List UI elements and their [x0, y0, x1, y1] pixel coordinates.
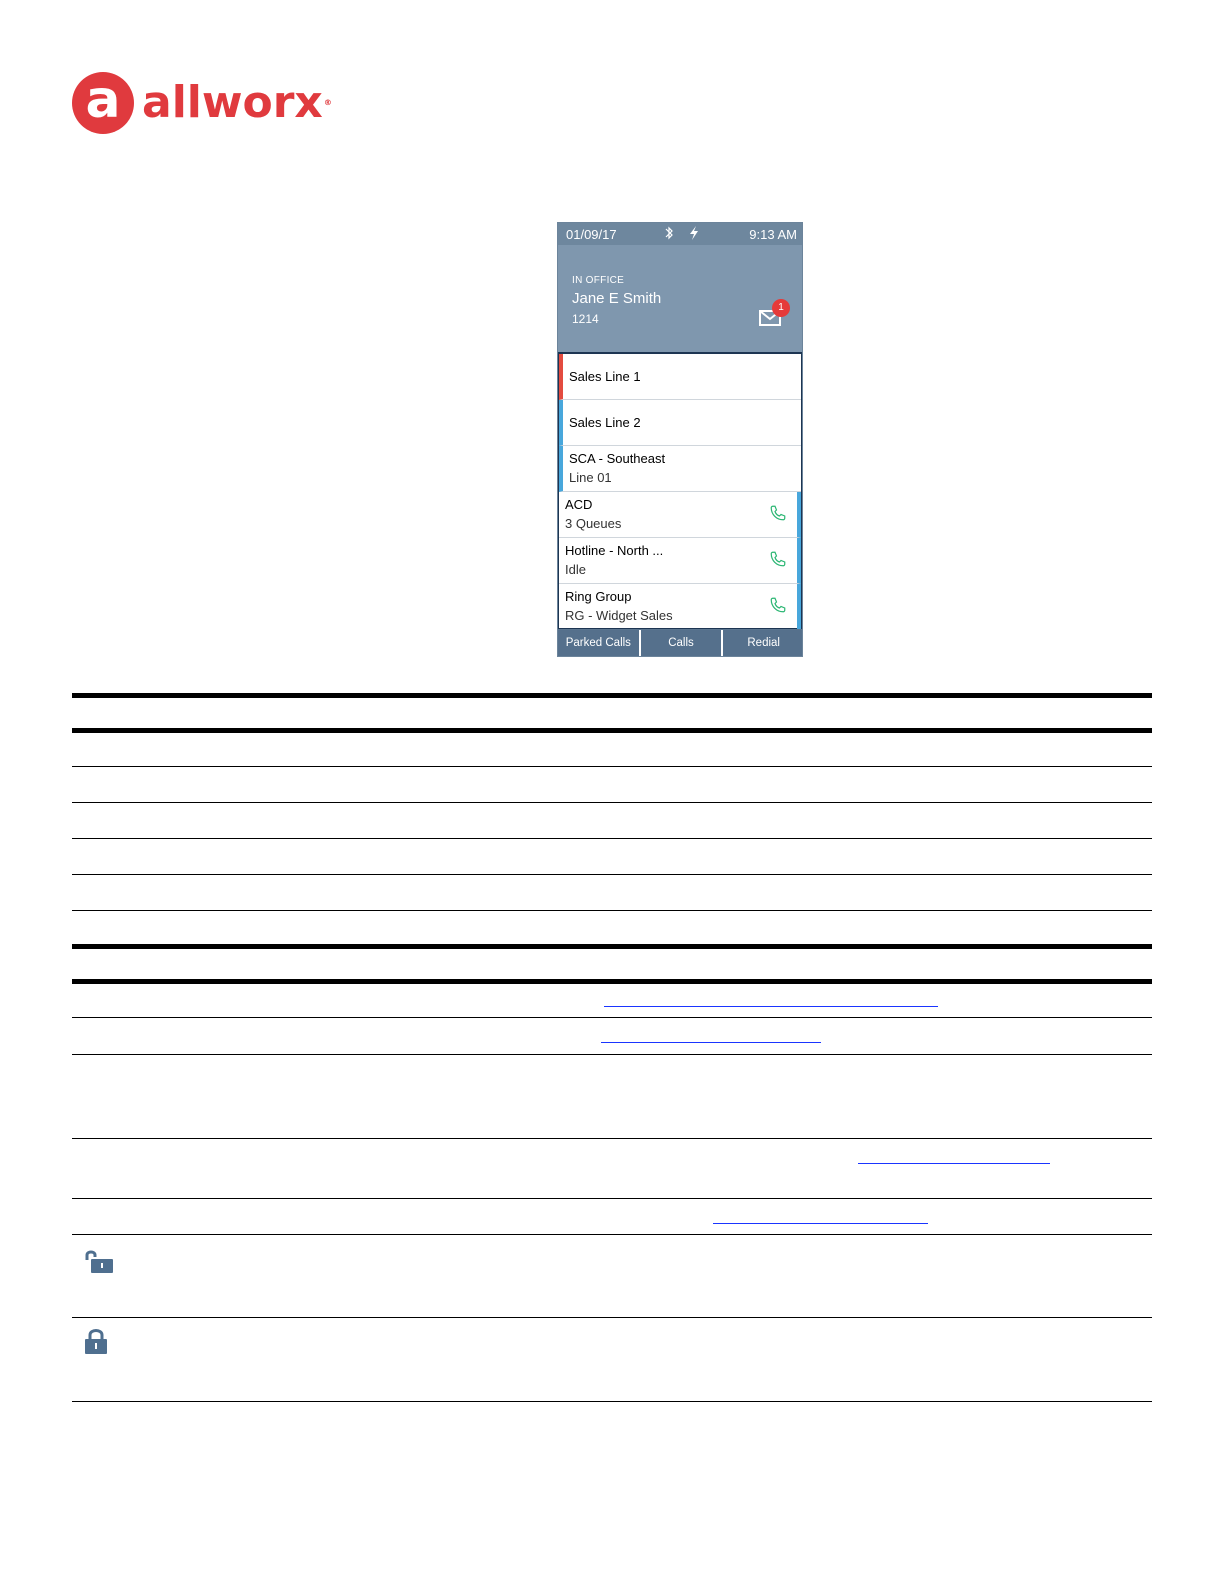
table-header-border [72, 979, 1152, 984]
hyperlink-underline[interactable] [713, 1223, 928, 1224]
table-header-border [72, 728, 1152, 733]
row-title: Hotline - North ... [565, 543, 664, 558]
list-item[interactable] [559, 354, 801, 400]
table-row-divider [72, 1054, 1152, 1055]
table-top-border [72, 944, 1152, 949]
status-time: 9:13 AM [749, 227, 797, 242]
hyperlink-underline[interactable] [601, 1042, 821, 1043]
row-subtitle: RG - Widget Sales [565, 608, 673, 623]
user-extension: 1214 [572, 312, 599, 326]
row-subtitle: Idle [565, 562, 586, 577]
status-date: 01/09/17 [566, 227, 617, 242]
allworx-logo [72, 72, 332, 134]
list-item[interactable] [559, 400, 801, 446]
hyperlink-underline[interactable] [858, 1163, 1050, 1164]
presence-status: IN OFFICE [572, 275, 625, 286]
phone-handset-icon[interactable] [769, 504, 787, 522]
user-name: Jane E Smith [572, 290, 662, 307]
parked-calls-softkey[interactable]: Parked Calls [558, 630, 641, 656]
power-icon [688, 225, 700, 241]
list-item[interactable] [559, 538, 801, 584]
list-item[interactable] [559, 446, 801, 492]
table-row-divider [72, 1198, 1152, 1199]
line-list [557, 352, 803, 630]
hyperlink-underline[interactable] [604, 1006, 938, 1007]
row-title: Sales Line 1 [569, 369, 641, 384]
row-title: ACD [565, 497, 593, 512]
table-row-divider [72, 1317, 1152, 1318]
list-item[interactable] [559, 492, 801, 538]
locked-padlock-icon [84, 1327, 108, 1355]
redial-softkey[interactable]: Redial [723, 630, 803, 656]
table-top-border [72, 693, 1152, 698]
table-row-divider [72, 766, 1152, 767]
logo-mark: a [72, 72, 134, 134]
table-row-divider [72, 1138, 1152, 1139]
phone-handset-icon[interactable] [769, 550, 787, 568]
table-row-divider [72, 838, 1152, 839]
row-subtitle: Line 01 [569, 470, 612, 485]
status-icons [664, 224, 700, 241]
row-title: SCA - Southeast [569, 451, 666, 466]
table-row-divider [72, 1017, 1152, 1018]
table-row-divider [72, 1234, 1152, 1235]
table-row-divider [72, 874, 1152, 875]
unlocked-padlock-icon [83, 1248, 115, 1274]
bluetooth-icon [664, 225, 674, 241]
calls-softkey[interactable]: Calls [641, 630, 724, 656]
table-row-divider [72, 910, 1152, 911]
row-title: Sales Line 2 [569, 415, 641, 430]
table-row-divider [72, 802, 1152, 803]
row-title: Ring Group [565, 589, 632, 604]
list-item[interactable] [559, 584, 801, 630]
row-subtitle: 3 Queues [565, 516, 622, 531]
softkey-bar [558, 629, 803, 657]
message-count-badge: 1 [772, 299, 790, 317]
phone-handset-icon[interactable] [769, 596, 787, 614]
table-bottom-border [72, 1401, 1152, 1402]
status-bar [558, 223, 803, 245]
phone-screen [557, 222, 803, 657]
logo-wordmark: allworx® [142, 77, 332, 128]
